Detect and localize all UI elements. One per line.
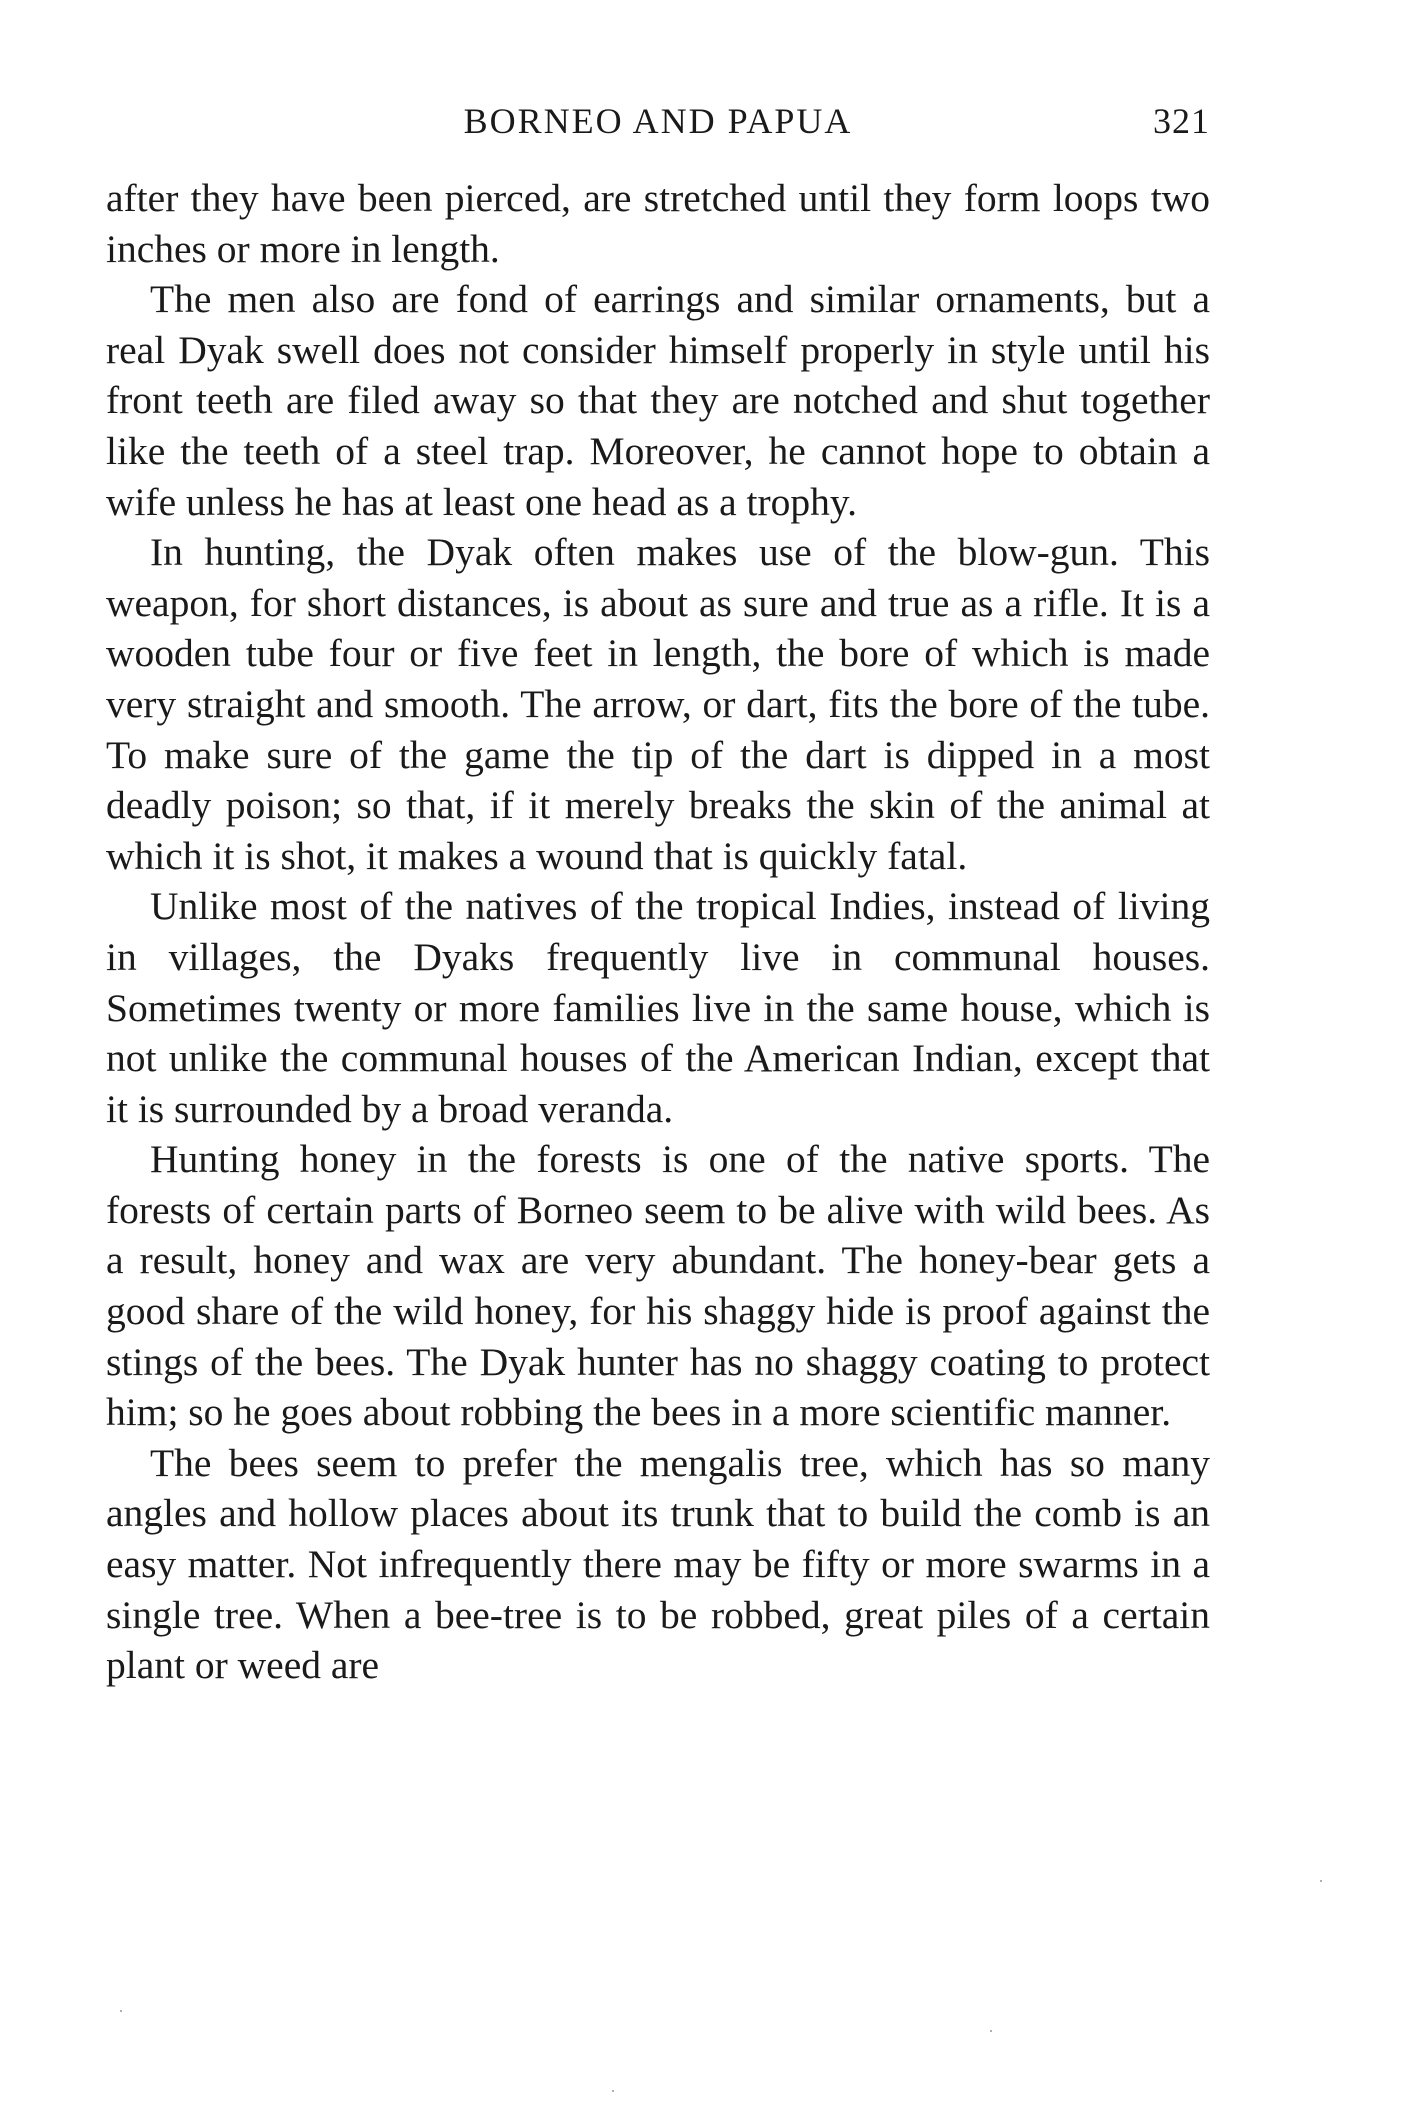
paragraph: The bees seem to prefer the mengalis tree, which has so many angles and hollow places about its trunk that to build the comb is an easy matter. Not infrequently there may be fifty or more swarms in a single tree. When a bee-tree is to be robbed, great piles of a certain plant or weed are — [106, 1440, 1210, 1688]
body-text — [106, 173, 1210, 1691]
paragraph: In hunting, the Dyak often makes use of the blow-gun. This weapon, for short distances, is about as sure and true as a rifle. It is a wooden tube four or five feet in length, the bore of which is made very straight and smooth. The arrow, or dart, fits the bore of the tube. To make sure of the game the tip of the dart is dipped in a most deadly poison; so that, if it merely breaks the skin of the animal at which it is shot, it makes a wound that is quickly fatal. — [106, 530, 1210, 878]
running-head — [106, 100, 1210, 150]
paragraph: Hunting honey in the forests is one of the native sports. The forests of certain parts of Borneo seem to be alive with wild bees. As a result, honey and wax are very abundant. The honey-bear gets a good share of the wild honey, for his shaggy hide is proof against the stings of the bees. The Dyak hunter has no shaggy coating to protect him; so he goes about robbing the bees in a more scientific manner. — [106, 1137, 1210, 1435]
paragraph: Unlike most of the natives of the tropical Indies, instead of living in villages, the Dyaks frequently live in communal houses. Sometimes twenty or more families live in the same house, which is not unlike the communal houses of the American Indian, except that it is surrounded by a broad veranda. — [106, 884, 1210, 1131]
paper-speck — [1320, 1880, 1322, 1882]
running-title: BORNEO AND PAPUA — [463, 101, 853, 141]
paper-speck — [612, 2090, 614, 2092]
paragraph-continued: after they have been pierced, are stretched until they form loops two inches or more in length. — [106, 176, 1210, 271]
page-number: 321 — [1153, 101, 1210, 141]
paper-speck — [120, 2010, 122, 2012]
paper-speck — [990, 2030, 992, 2032]
paragraph: The men also are fond of earrings and similar ornaments, but a real Dyak swell does not consider himself properly in style until his front teeth are filed away so that they are notched and shut together like the teeth of a steel trap. Moreover, he cannot hope to obtain a wife unless he has at least one head as a trophy. — [106, 277, 1210, 524]
